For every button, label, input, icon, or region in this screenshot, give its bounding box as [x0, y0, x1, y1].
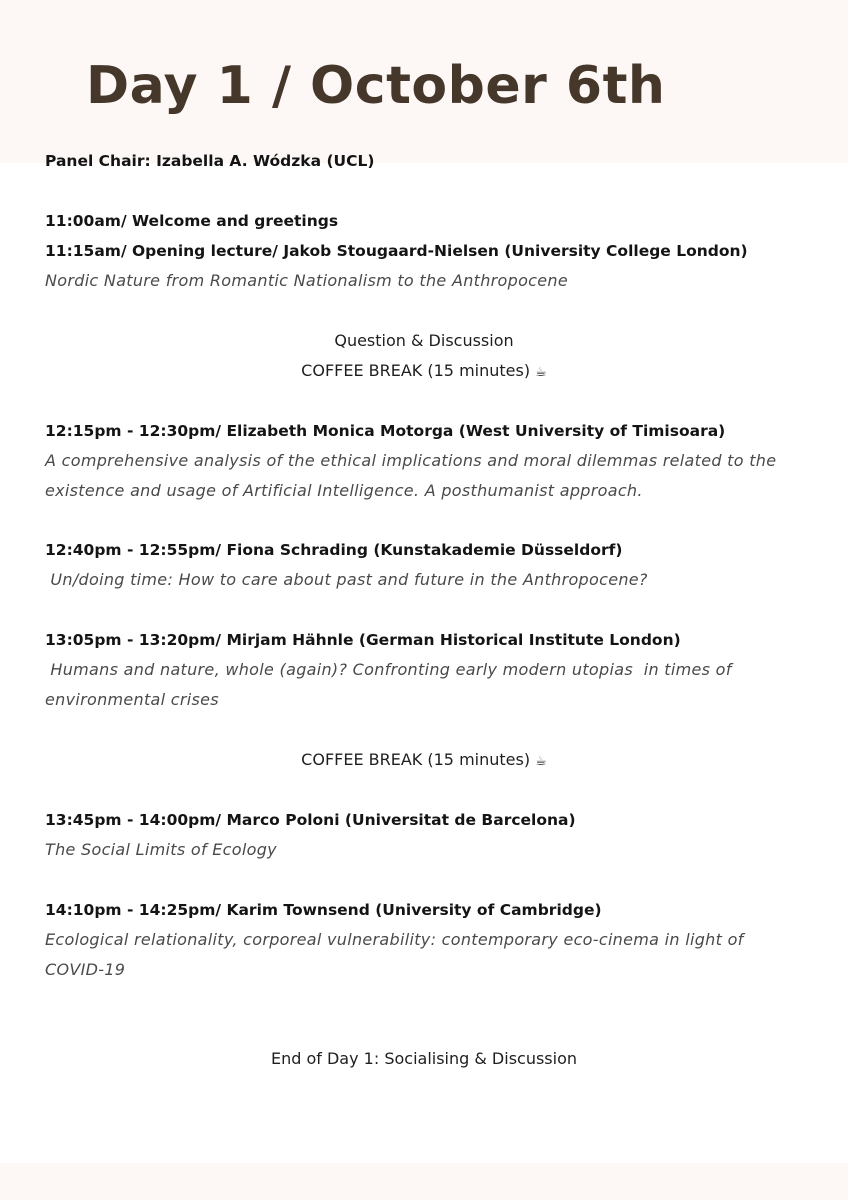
coffee-break-1	[0, 361, 848, 383]
talk-title-line: environmental crises	[45, 690, 219, 709]
opening-lecture-entry: 11:15am/ Opening lecture/ Jakob Stougaard-Nielsen (University College London)	[45, 242, 748, 260]
talk-title-line: A comprehensive analysis of the ethical implications and moral dilemmas related to the	[45, 451, 777, 470]
coffee-cup-icon: ☕	[535, 365, 547, 380]
coffee-cup-icon: ☕	[535, 754, 547, 769]
opening-lecture-title: Nordic Nature from Romantic Nationalism to the Anthropocene	[45, 271, 568, 290]
talk-title-line: existence and usage of Artificial Intelligence. A posthumanist approach.	[45, 481, 643, 500]
talk-header: 12:15pm - 12:30pm/ Elizabeth Monica Motorga (West University of Timisoara)	[45, 422, 726, 440]
talk-title-line: Humans and nature, whole (again)? Confronting early modern utopias in times of	[45, 660, 732, 679]
talk-title-line: COVID-19	[45, 960, 126, 979]
coffee-break-2	[0, 750, 848, 772]
end-of-day-note: End of Day 1: Socialising & Discussion	[270, 1049, 578, 1068]
coffee-break-label: COFFEE BREAK (15 minutes)	[301, 361, 531, 380]
talk-title-line: Ecological relationality, corporeal vulnerability: contemporary eco-cinema in light of	[45, 930, 744, 949]
talk-header: 13:05pm - 13:20pm/ Mirjam Hähnle (German Historical Institute London)	[45, 631, 681, 649]
talk-header: 13:45pm - 14:00pm/ Marco Poloni (Universitat de Barcelona)	[45, 811, 576, 829]
talk-title-line: Un/doing time: How to care about past and future in the Anthropocene?	[45, 570, 648, 589]
question-discussion: Question & Discussion	[334, 331, 514, 350]
talk-title-line: The Social Limits of Ecology	[45, 840, 277, 859]
talk-header: 14:10pm - 14:25pm/ Karim Townsend (University of Cambridge)	[45, 901, 602, 919]
page-title: Day 1 / October 6th	[86, 56, 666, 116]
panel-chair: Panel Chair: Izabella A. Wódzka (UCL)	[45, 152, 375, 170]
coffee-break-label: COFFEE BREAK (15 minutes)	[301, 750, 531, 769]
footer-band	[0, 1163, 848, 1200]
talk-header: 12:40pm - 12:55pm/ Fiona Schrading (Kunstakademie Düsseldorf)	[45, 541, 623, 559]
welcome-entry: 11:00am/ Welcome and greetings	[45, 212, 339, 230]
